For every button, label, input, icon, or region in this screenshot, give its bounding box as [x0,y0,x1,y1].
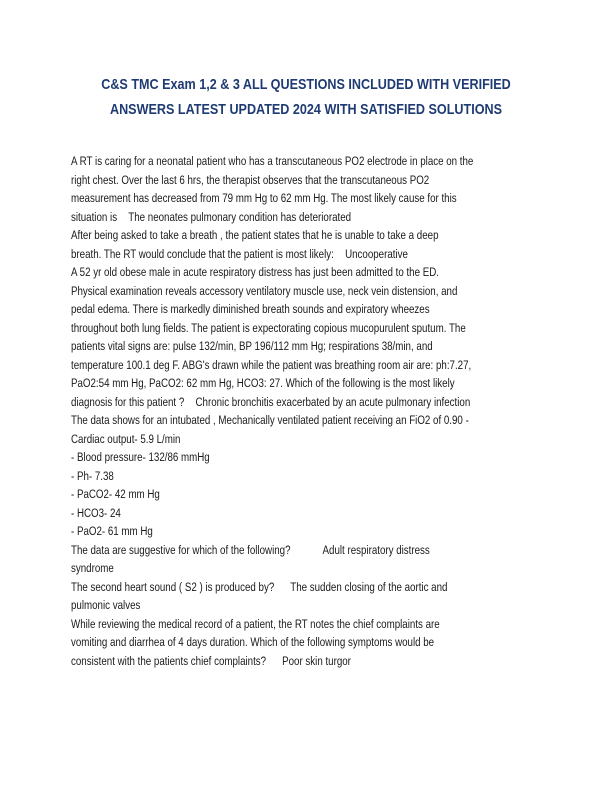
body-line: - HCO3- 24 [71,505,121,520]
document-title [89,72,522,122]
body-line: diagnosis for this patient ? Chronic bronchitis exacerbated by an acute pulmonary infection [71,394,471,409]
body-line: A 52 yr old obese male in acute respiratory distress has just been admitted to the ED. [71,265,439,279]
title-line-1: C&S TMC Exam 1,2 & 3 ALL QUESTIONS INCLUDED WITH VERIFIED [101,76,511,93]
body-line: A RT is caring for a neonatal patient who has a transcutaneous PO2 electrode in place on the [71,154,474,168]
body-line: temperature 100.1 deg F. ABG's drawn while the patient was breathing room air are: ph:7.27, [71,357,472,372]
body-line: vomiting and diarrhea of 4 days duration. Which of the following symptoms would be [71,635,435,649]
body-line: PaO2:54 mm Hg, PaCO2: 62 mm Hg, HCO3: 27. Which of the following is the most likely [71,376,455,390]
body-line: - PaO2- 61 mm Hg [71,524,153,538]
body-line: pulmonic valves [71,598,141,612]
answer-text: Chronic bronchitis exacerbated by an acute pulmonary infection [195,394,471,409]
document-body [71,152,541,670]
body-line: After being asked to take a breath , the patient states that he is unable to take a deep [71,228,439,242]
answer-text: Adult respiratory distress [322,542,430,557]
body-line: - PaCO2- 42 mm Hg [71,487,160,501]
body-line: The data shows for an intubated , Mechanically ventilated patient receiving an FiO2 of 0.90 - [71,413,469,427]
body-line: Cardiac output- 5.9 L/min [71,431,181,446]
body-line: breath. The RT would conclude that the patient is most likely: Uncooperative [71,246,408,261]
title-line-2: ANSWERS LATEST UPDATED 2024 WITH SATISFIED SOLUTIONS [109,101,503,118]
answer-text: Uncooperative [345,246,408,261]
body-line: throughout both lung fields. The patient is expectorating copious mucopurulent sputum. The [71,320,466,335]
body-line: consistent with the patients chief complaints? Poor skin turgor [71,653,351,668]
answer-text: Poor skin turgor [282,653,351,668]
body-line: right chest. Over the last 6 hrs, the therapist observes that the transcutaneous PO2 [71,172,430,187]
body-line: syndrome [71,561,114,575]
body-line: patients vital signs are: pulse 132/min, BP 196/112 mm Hg; respirations 38/min, and [71,339,433,353]
body-line: While reviewing the medical record of a patient, the RT notes the chief complaints are [71,616,440,631]
body-line: situation is The neonates pulmonary condition has deteriorated [71,209,352,224]
body-line: The data are suggestive for which of the following? Adult respiratory distress [71,542,430,557]
answer-text: The sudden closing of the aortic and [290,579,448,594]
body-line: - Ph- 7.38 [71,468,114,483]
body-line: pedal edema. There is markedly diminished breath sounds and expiratory wheezes [71,302,430,316]
body-line: - Blood pressure- 132/86 mmHg [71,450,210,464]
body-line: measurement has decreased from 79 mm Hg to 62 mm Hg. The most likely cause for this [71,191,457,205]
body-line: Physical examination reveals accessory ventilatory muscle use, neck vein distension, and [71,283,458,298]
body-line: The second heart sound ( S2 ) is produced by? The sudden closing of the aortic and [71,579,448,594]
answer-text: The neonates pulmonary condition has deteriorated [128,209,352,224]
